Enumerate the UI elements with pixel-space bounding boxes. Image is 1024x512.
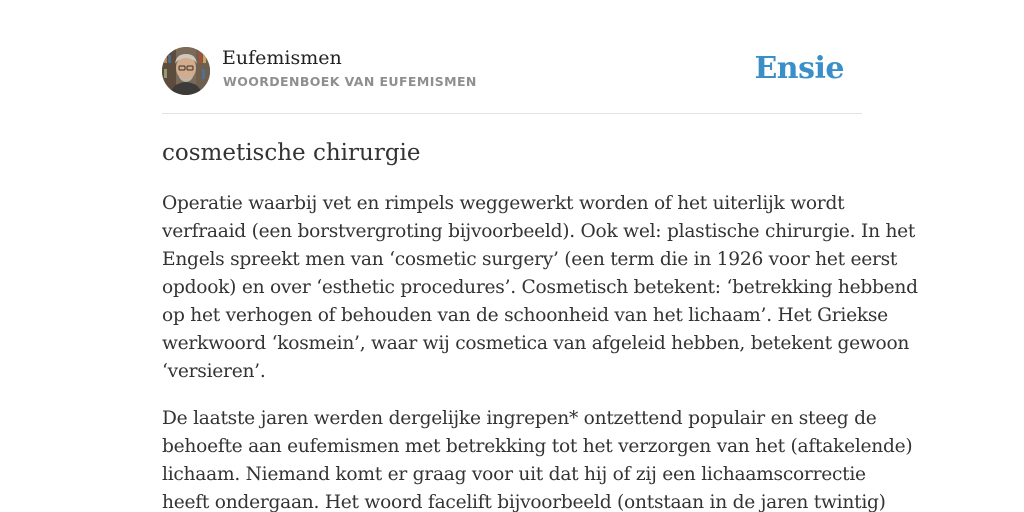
text-line: behoefte aan eufemismen met betrekking tot het verzorgen van het (aftakelende) <box>162 436 913 457</box>
entry-paragraph <box>162 190 918 386</box>
site-subtitle: WOORDENBOEK VAN EUFEMISMEN <box>223 74 477 89</box>
text-line: opdook) en over ‘esthetic procedures’. Cosmetisch betekent: ‘betrekking hebbend <box>162 277 918 298</box>
text-line: ‘versieren’. <box>162 361 266 382</box>
text-line: verfraaid (een borstvergroting bijvoorbeeld). Ook wel: plastische chirurgie. In het <box>162 221 916 242</box>
entry-body <box>162 190 918 512</box>
text-line: op het verhogen of behouden van de schoonheid van het lichaam’. Het Griekse <box>162 305 888 326</box>
header-divider <box>162 113 862 114</box>
author-avatar[interactable] <box>162 47 210 95</box>
entry-title: cosmetische chirurgie <box>162 140 421 166</box>
brand-logo[interactable]: Ensie <box>754 51 844 86</box>
text-line: Engels spreekt men van ‘cosmetic surgery’ (een term die in 1926 voor het eerst <box>162 249 898 270</box>
text-line: heeft ondergaan. Het woord facelift bijvoorbeeld (ontstaan in de jaren twintig) <box>162 492 886 512</box>
text-line: lichaam. Niemand komt er graag voor uit dat hij of zij een lichaamscorrectie <box>162 464 866 485</box>
text-line: Operatie waarbij vet en rimpels weggewerkt worden of het uiterlijk wordt <box>162 193 845 214</box>
text-line: De laatste jaren werden dergelijke ingrepen* ontzettend populair en steeg de <box>162 408 877 429</box>
avatar-portrait-icon <box>162 47 210 95</box>
site-header <box>162 46 862 96</box>
text-line: werkwoord ‘kosmein’, waar wij cosmetica van afgeleid hebben, betekent gewoon <box>162 333 910 354</box>
entry-paragraph <box>162 405 913 512</box>
site-name[interactable]: Eufemismen <box>222 47 342 69</box>
